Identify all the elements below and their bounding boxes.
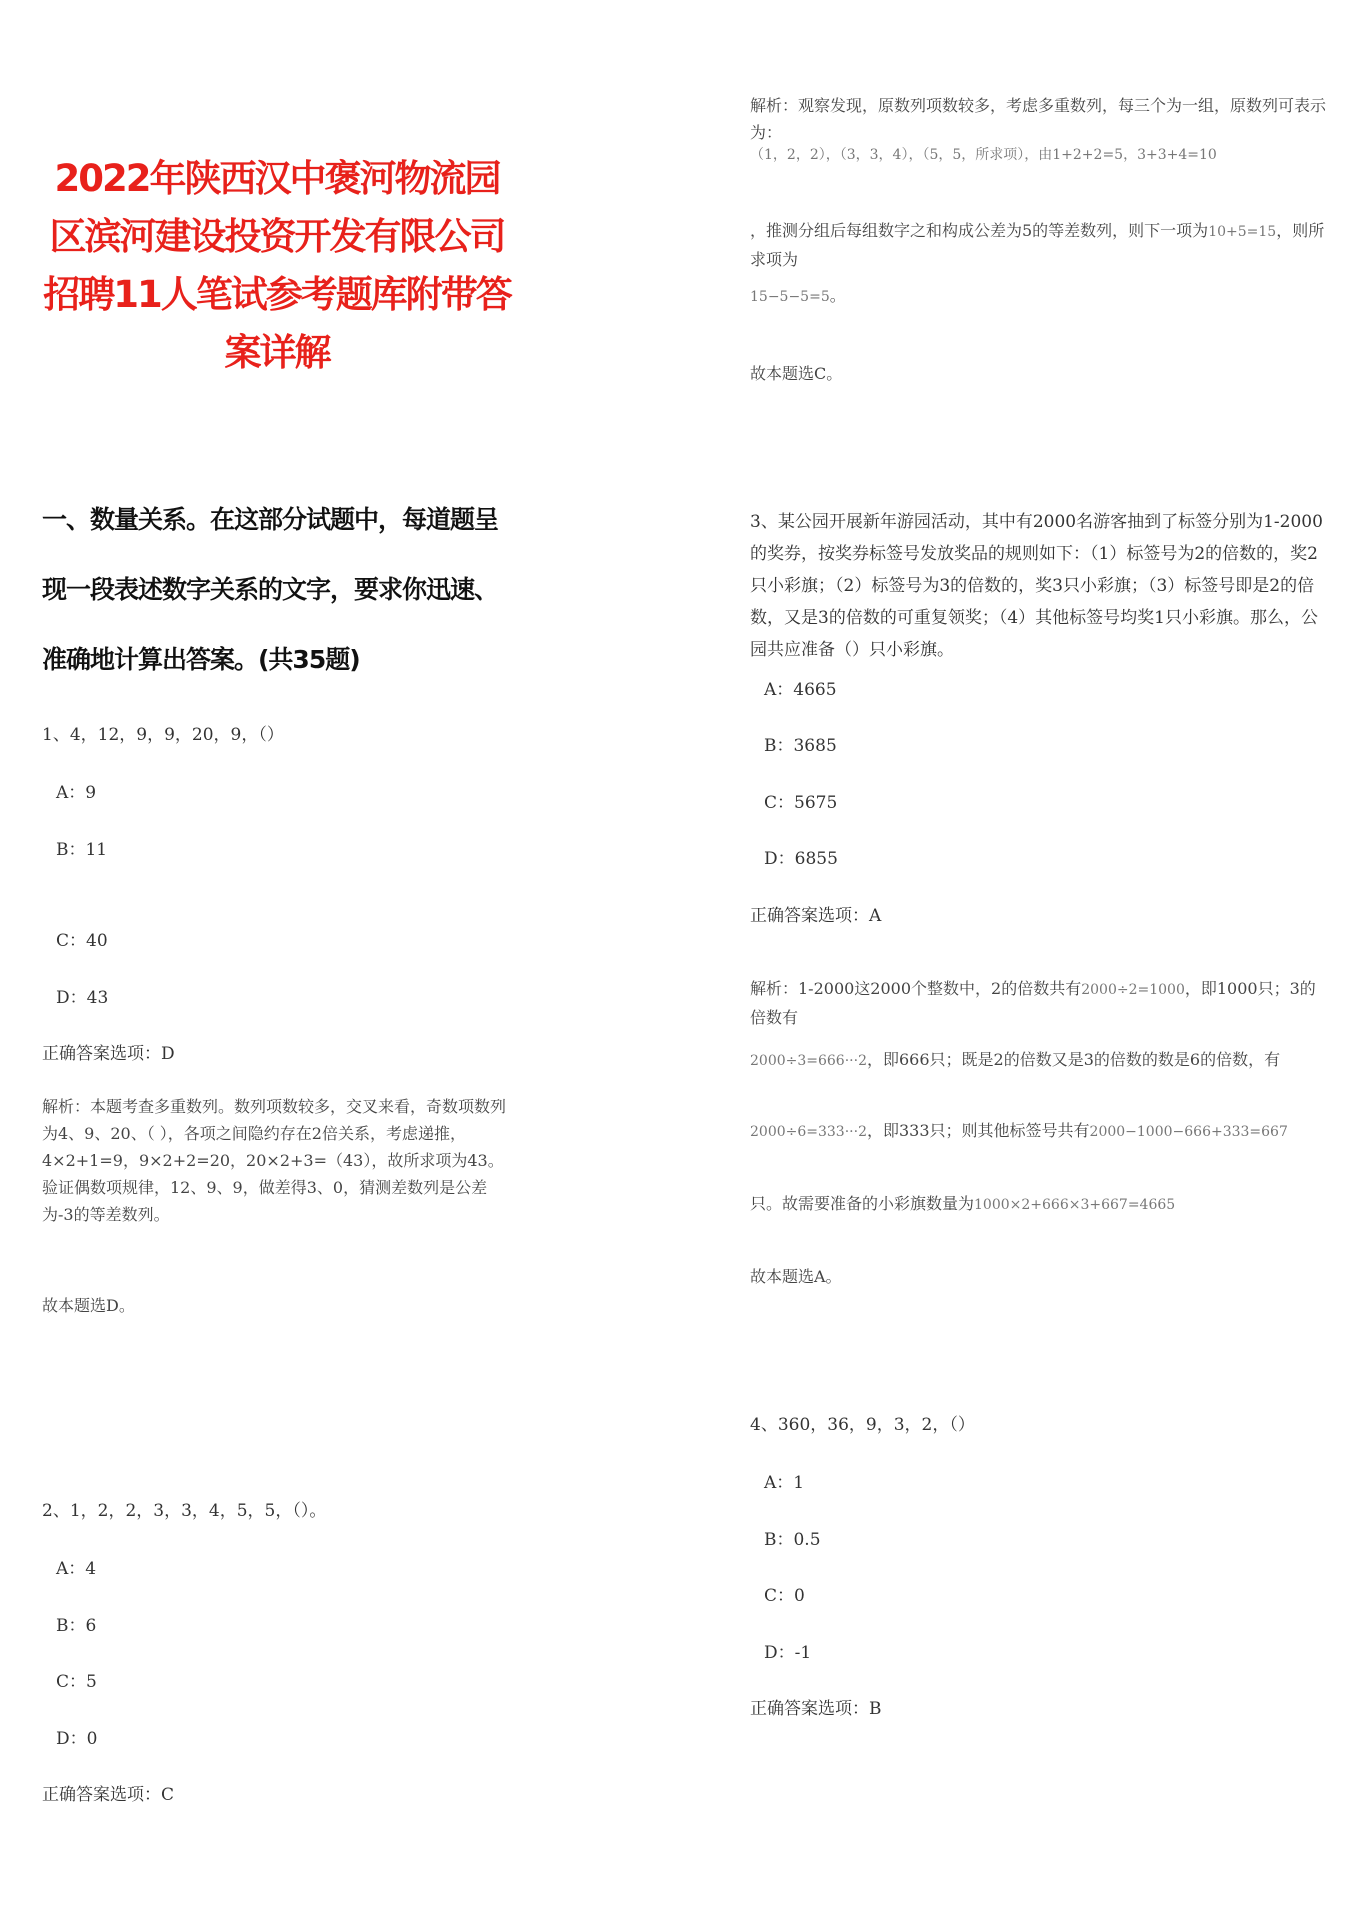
q1-stem: 1、4，12，9，9，20，9，（） (42, 725, 284, 745)
q1-conclusion: 故本题选D。 (42, 1296, 135, 1315)
q2-groups-line (750, 140, 1217, 169)
q2-result-line (750, 282, 846, 311)
q3-exp-l1: 解析：1-2000这2000个整数中，2的倍数共有 (750, 979, 1082, 998)
q3-exp-l2-math: 2000÷3=666···2 (750, 1053, 867, 1069)
q4-option-d: D：-1 (764, 1643, 812, 1663)
document-title: 2022年陕西汉中褒河物流园区滨河建设投资开发有限公司招聘11人笔试参考题库附带答案详解 (43, 157, 511, 374)
q2-reasoning-end: ，则所求项为 (750, 221, 1325, 269)
q2-result-end: 。 (829, 286, 846, 305)
q3-exp-line-2 (750, 1046, 1280, 1075)
q2-next-math: 10+5=15 (1208, 224, 1277, 240)
q1-option-b: B：11 (56, 840, 108, 860)
q2-option-d: D：0 (56, 1729, 98, 1749)
q3-option-b: B：3685 (764, 736, 837, 756)
q3-exp-l3-math2: 2000−1000−666+333=667 (1089, 1124, 1288, 1140)
q3-stem: 3、某公园开展新年游园活动，其中有2000名游客抽到了标签分别为1-2000的奖券，按奖券标签号发放奖品的规则如下：（1）标签号为2的倍数的，奖2只小彩旗；（2）标签号为3的倍数的，奖3只小彩旗；（3）标签号即是2的倍数，又是3的倍数的可重复领奖；（4）其他标签号均奖1只小彩旗。那么，公园共应准备（）只小彩旗。 (750, 512, 1323, 660)
q2-option-a: A：4 (56, 1559, 97, 1579)
q3-option-d: D：6855 (764, 849, 838, 869)
q1-option-a: A：9 (56, 783, 97, 803)
q1-explanation: 解析：本题考查多重数列。数列项数较多，交叉来看，奇数项数列为4、9、20、（ ），各项之间隐约存在2倍关系，考虑递推，4×2+1=9，9×2+2=20，20×2+3=（43），故所求项为43。验证偶数项规律，12、9、9，做差得3、0，猜测差数列是公差为-3的等差数列。 (42, 1097, 507, 1224)
q2-reasoning-line (750, 217, 1330, 273)
q2-groups: （1，2，2），（3，3，4），（5，5，所求项），由 (750, 147, 1053, 163)
q1-answer: 正确答案选项：D (42, 1044, 175, 1064)
q3-answer: 正确答案选项：A (750, 906, 882, 926)
q2-conclusion: 故本题选C。 (750, 364, 843, 383)
q1-option-c: C：40 (56, 931, 108, 951)
q4-answer: 正确答案选项：B (750, 1699, 882, 1719)
section-heading: 一、数量关系。在这部分试题中，每道题呈现一段表述数字关系的文字，要求你迅速、准确地计算出答案。(共35题) (42, 505, 499, 674)
q3-exp-l3-math: 2000÷6=333···2 (750, 1124, 867, 1140)
q1-option-d: D：43 (56, 988, 109, 1008)
q3-option-a: A：4665 (764, 680, 837, 700)
q2-result-math: 15−5−5=5 (750, 289, 830, 305)
q3-exp-line-4 (750, 1190, 1175, 1219)
q3-option-c: C：5675 (764, 793, 838, 813)
q3-exp-line-3 (750, 1117, 1288, 1146)
q2-explanation-intro: 解析：观察发现，原数列项数较多，考虑多重数列，每三个为一组，原数列可表示为： (750, 96, 1327, 142)
q2-reasoning: ，推测分组后每组数字之和构成公差为5的等差数列，则下一项为 (750, 221, 1209, 240)
q3-exp-l3-mid: ，即333只；则其他标签号共有 (866, 1121, 1090, 1140)
q3-conclusion: 故本题选A。 (750, 1267, 842, 1286)
q4-option-a: A：1 (764, 1473, 805, 1493)
q4-option-b: B：0.5 (764, 1530, 821, 1550)
q2-groups-math: 1+2+2=5，3+3+4=10 (1052, 147, 1217, 163)
q2-option-c: C：5 (56, 1672, 97, 1692)
q3-exp-l1-math: 2000÷2=1000 (1081, 982, 1185, 998)
q4-option-c: C：0 (764, 1586, 805, 1606)
q3-exp-l2-end: ，即666只；既是2的倍数又是3的倍数的数是6的倍数，有 (866, 1050, 1281, 1069)
q2-answer: 正确答案选项：C (42, 1785, 175, 1805)
q4-stem: 4、360，36，9，3，2，（） (750, 1415, 975, 1435)
q2-stem: 2、1，2，2，3，3，4，5，5，（）。 (42, 1501, 327, 1521)
q3-exp-l4-math: 1000×2+666×3+667=4665 (974, 1197, 1176, 1213)
q3-exp-line-1 (750, 975, 1330, 1031)
q3-exp-l1-end: ，即1000只；3的倍数有 (750, 979, 1316, 1027)
q3-exp-l4: 只。故需要准备的小彩旗数量为 (750, 1194, 975, 1213)
q2-option-b: B：6 (56, 1616, 97, 1636)
